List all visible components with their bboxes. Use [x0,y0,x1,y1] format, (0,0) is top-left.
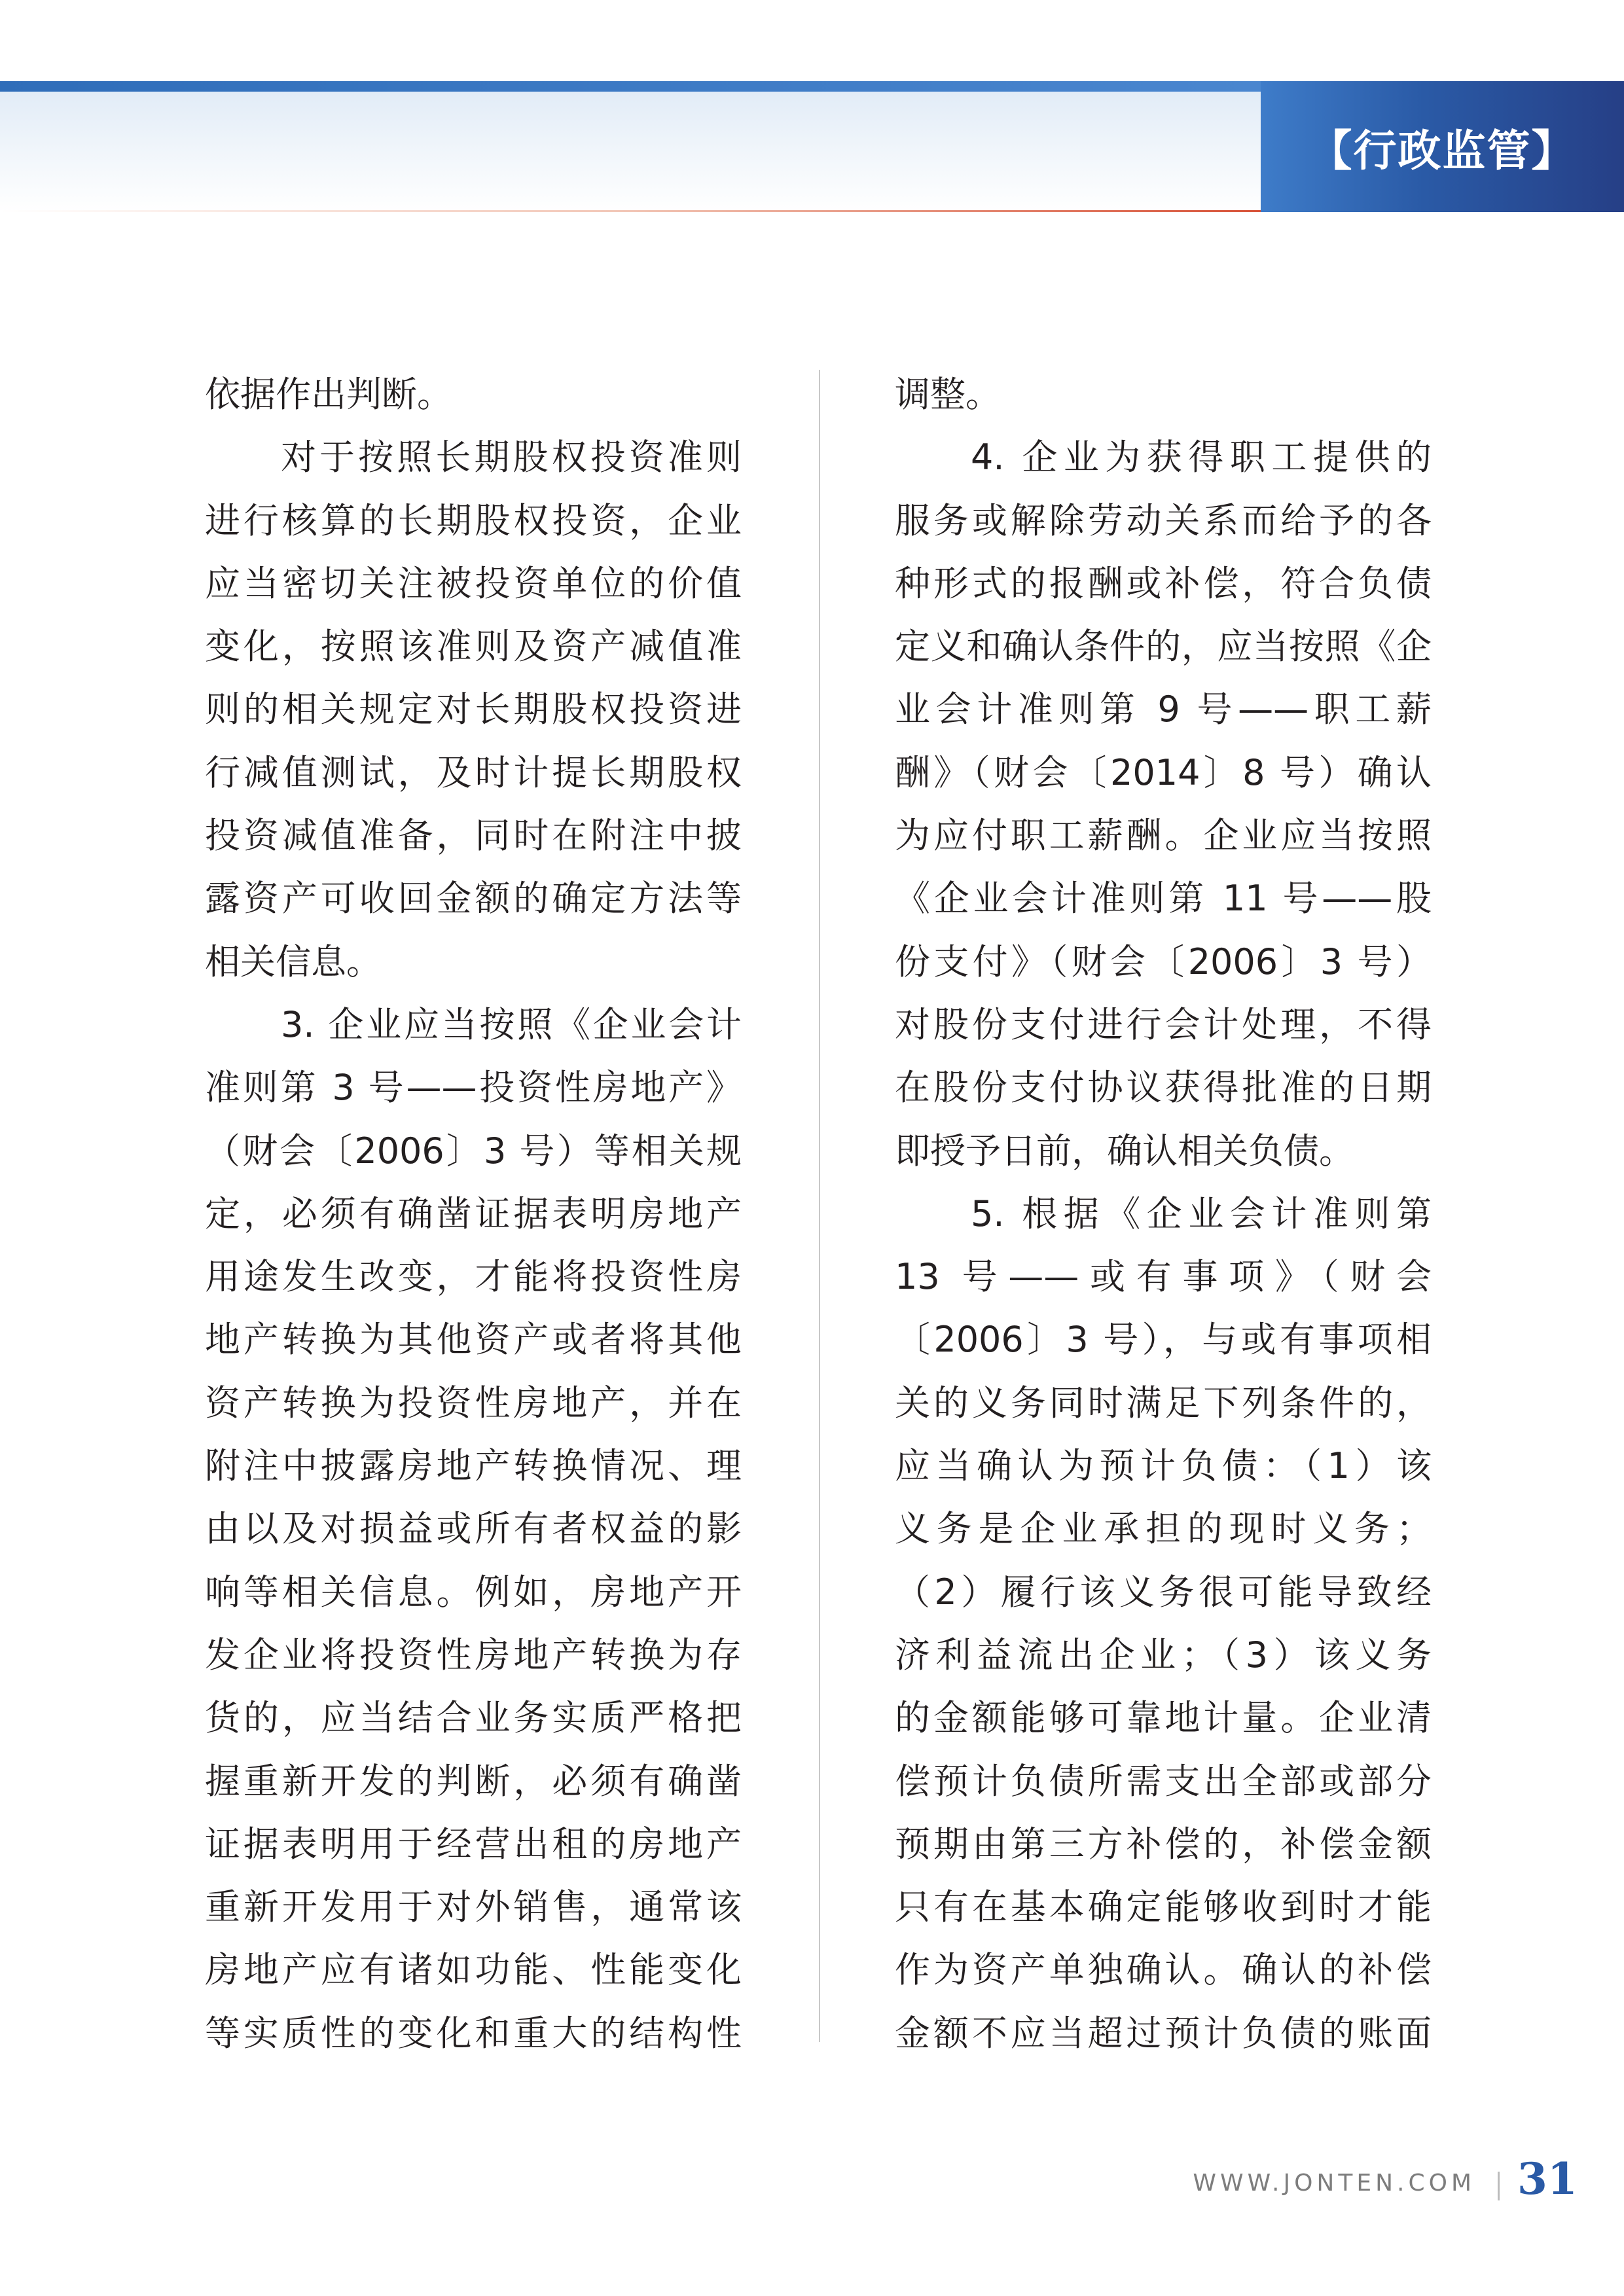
text-line: 偿预计负债所需支出全部或部分 [895,1760,1432,1802]
paragraph-start-line: 3. 企业应当按照《企业会计 [281,1003,742,1045]
text-line: 货的，应当结合业务实质严格把 [205,1697,742,1739]
text-line: 依据作出判断。 [205,374,452,415]
text-line: 由以及对损益或所有者权益的影 [205,1508,742,1550]
text-line: 资产转换为投资性房地产，并在 [205,1382,742,1424]
text-line: 握重新开发的判断，必须有确凿 [205,1760,742,1802]
text-line: 关的义务同时满足下列条件的， [895,1382,1432,1424]
column-divider [819,370,820,2042]
text-line: 义务是企业承担的现时义务； [895,1508,1432,1550]
text-line: 响等相关信息。例如，房地产开 [205,1571,742,1613]
text-line: 房地产应有诸如功能、性能变化 [205,1949,742,1991]
text-line: 作为资产单独确认。确认的补偿 [895,1949,1432,1991]
text-line: 用途发生改变，才能将投资性房 [205,1256,742,1298]
text-line: 在股份支付协议获得批准的日期 [895,1067,1432,1109]
text-line: 附注中披露房地产转换情况、理 [205,1445,742,1487]
text-line: 服务或解除劳动关系而给予的各 [895,499,1432,541]
text-line: 则的相关规定对长期股权投资进 [205,689,742,730]
text-line: 定义和确认条件的，应当按照《企 [895,626,1432,668]
text-line: 对股份支付进行会计处理，不得 [895,1003,1432,1045]
text-line: 发企业将投资性房地产转换为存 [205,1634,742,1676]
footer-website-url: WWW.JONTEN.COM [1193,2170,1475,2197]
text-line: 行减值测试，及时计提长期股权 [205,751,742,793]
text-line: 业会计准则第 9 号——职工薪 [895,689,1432,730]
text-line: 种形式的报酬或补偿，符合负债 [895,562,1432,604]
text-line: 为应付职工薪酬。企业应当按照 [895,815,1432,857]
footer-separator [1498,2172,1500,2200]
text-line: 调整。 [895,374,1001,415]
text-line: 《企业会计准则第 11 号——股 [895,878,1432,920]
text-line: （2）履行该义务很可能导致经 [895,1571,1432,1613]
text-line: 证据表明用于经营出租的房地产 [205,1823,742,1865]
text-line: 应当确认为预计负债：（1）该 [895,1445,1432,1487]
text-line: 〔2006〕3 号），与或有事项相 [895,1319,1432,1361]
text-line: 应当密切关注被投资单位的价值 [205,562,742,604]
left-text-column [205,363,742,2065]
right-text-column [895,363,1432,2065]
page-number: 31 [1517,2153,1578,2204]
paragraph-start-line: 5. 根据《企业会计准则第 [971,1193,1432,1234]
text-line: 准则第 3 号——投资性房地产》 [205,1067,742,1109]
section-tag-label: 【行政监管】 [1308,124,1576,176]
text-line: 等实质性的变化和重大的结构性 [205,2012,742,2054]
text-line: 的金额能够可靠地计量。企业清 [895,1697,1432,1739]
text-line: 定，必须有确凿证据表明房地产 [205,1193,742,1234]
text-line: 地产转换为其他资产或者将其他 [205,1319,742,1361]
text-line: 预期由第三方补偿的，补偿金额 [895,1823,1432,1865]
section-tab [1261,81,1624,212]
text-line: 酬》（财会〔2014〕8 号）确认 [895,751,1432,793]
text-line: 进行核算的长期股权投资，企业 [205,499,742,541]
text-line: 只有在基本确定能够收到时才能 [895,1886,1432,1928]
paragraph-start-line: 4. 企业为获得职工提供的 [971,437,1432,478]
text-line: 金额不应当超过预计负债的账面 [895,2012,1432,2054]
text-line: 投资减值准备，同时在附注中披 [205,815,742,857]
header-bottom-rule [0,210,1261,212]
text-line: 重新开发用于对外销售，通常该 [205,1886,742,1928]
text-line: 济利益流出企业；（3）该义务 [895,1634,1432,1676]
text-line: 份支付》（财会〔2006〕3 号） [895,941,1432,982]
text-line: 露资产可收回金额的确定方法等 [205,878,742,920]
paragraph-start-line: 对于按照长期股权投资准则 [281,437,742,478]
text-line: 变化，按照该准则及资产减值准 [205,626,742,668]
text-line: 13 号——或有事项》（财会 [895,1256,1432,1298]
text-line: 即授予日前，确认相关负债。 [895,1130,1354,1172]
header-band [0,81,1261,212]
header-top-rule [0,81,1261,92]
text-line: 相关信息。 [205,941,382,982]
text-line: （财会〔2006〕3 号）等相关规 [205,1130,742,1172]
